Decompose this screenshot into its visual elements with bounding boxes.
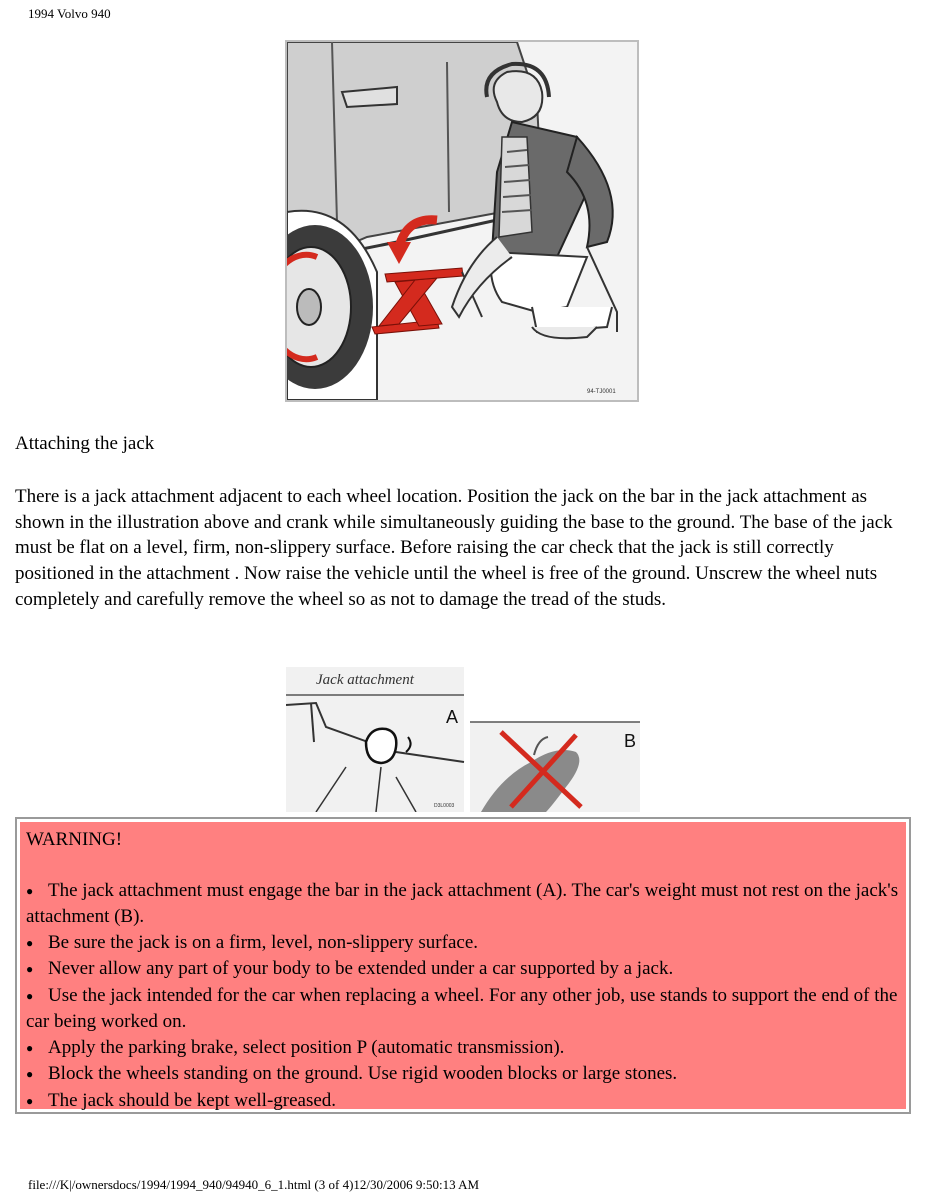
warning-list [26, 878, 900, 1115]
bullet-icon: ● [26, 1040, 34, 1055]
jack-illustration [285, 40, 639, 402]
jack-attachment-caption: Jack attachment [316, 672, 414, 688]
bullet-icon: ● [26, 1067, 34, 1081]
bullet-icon: ● [26, 1093, 34, 1108]
document-header-title: 1994 Volvo 940 [28, 6, 111, 21]
bullet-icon: ● [26, 962, 34, 976]
figure-jack-code: D3L0003 [434, 803, 455, 809]
jack-attachment-illustration [286, 667, 640, 812]
car-and-person-drawing [287, 42, 637, 400]
warning-box [15, 817, 911, 1114]
warning-item: ● Never allow any part of your body to be extended under a car supported by a jack. [26, 956, 900, 983]
label-a: A [446, 707, 459, 727]
warning-item: ● Use the jack intended for the car when replacing a wheel. For any other job, use stands to support the end of the car being worked on. [26, 984, 898, 1032]
warning-item: ● The jack should be kept well-greased. [26, 1088, 900, 1115]
section-paragraph: There is a jack attachment adjacent to each wheel location. Position the jack on the bar in the jack attachment as shown in the illustration above and crank while simultaneously guiding the base to the ground. The base of the jack must be flat on a level, firm, non-slippery surface. Before raising the car check that the jack is still correctly positioned in the attachment . Now raise the vehicle until the wheel is free of the ground. Unscrew the wheel nuts completely and carefully remove the wheel so as not to damage the tread of the studs. [15, 486, 893, 610]
bullet-icon: ● [26, 883, 34, 898]
warning-panel [20, 822, 906, 1109]
warning-title: WARNING! [26, 829, 123, 850]
warning-item: ● Be sure the jack is on a firm, level, non-slippery surface. [26, 930, 900, 957]
warning-item: ● Block the wheels standing on the ground. Use rigid wooden blocks or large stones. [26, 1061, 900, 1088]
document-footer-path: file:///K|/ownersdocs/1994/1994_940/94940_6_1.html (3 of 4)12/30/2006 9:50:13 AM [28, 1177, 480, 1192]
label-b: B [624, 731, 637, 751]
warning-item: ● The jack attachment must engage the bar in the jack attachment (A). The car's weight must not rest on the jack's attachment (B). [26, 879, 899, 927]
bullet-icon: ● [26, 988, 34, 1003]
figure-code: 94-TJ0001 [587, 389, 616, 395]
section-heading: Attaching the jack [15, 433, 155, 454]
bullet-icon: ● [26, 935, 34, 950]
jack-attachment-drawing [286, 667, 640, 812]
warning-item: ● Apply the parking brake, select position P (automatic transmission). [26, 1035, 900, 1062]
